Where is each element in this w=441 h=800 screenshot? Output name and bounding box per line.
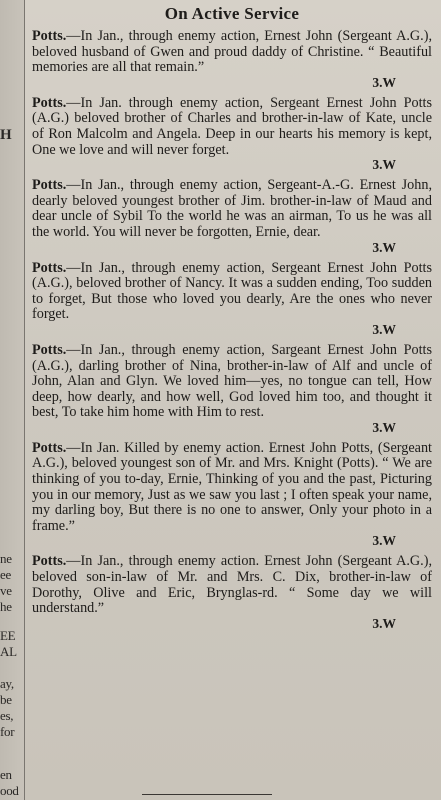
notice-body	[32, 343, 432, 421]
notices-column	[32, 2, 432, 637]
notice-item	[32, 29, 432, 90]
notice-item	[32, 343, 432, 435]
notice-name: Potts.	[32, 439, 67, 456]
notice-signature: 3.W	[372, 419, 396, 435]
notice-name: Potts.	[32, 28, 67, 44]
notice-text: —In Jan., through enemy action, Sargeant Ernest John Potts (A.G.), darling brother of Nina, brother-in-law of Alf and uncle of John, Alan and Glyn. We loved him—yes, no tongue can tell, How deep, how dearly, and how well, God loved him too, and thought it best, To take him home with Him to rest.	[32, 341, 432, 421]
notice-text: —In Jan., through enemy action, Ernest John (Sergeant A.G.), beloved husband of Gwen and proud daddy of Christine. “ Beautiful memories are all that remain.”	[32, 28, 432, 76]
margin-fragment: en	[0, 767, 12, 782]
margin-fragment: es,	[0, 708, 14, 723]
notice-item	[32, 96, 432, 172]
margin-fragment: ne	[0, 551, 12, 566]
notice-name: Potts.	[32, 177, 67, 194]
notice-text: —In Jan. Killed by enemy action. Ernest John Potts, (Sergeant A.G.), beloved youngest son of Mr. and Mrs. Knight (Potts). “ We are thinking of you to-day, Ernie, Thinking of you and the past, Picturing you in our memory, Just as we saw you last ; I often speak your name, my darling boy, But there is no one to answer, Only your photo in a frame.”	[32, 439, 432, 534]
margin-fragment: ood	[0, 783, 19, 798]
notice-body	[32, 441, 432, 535]
notice-text: —In Jan., through enemy action. Ernest John (Sergeant A.G.), beloved son-in-law of Mr. and Mrs. C. Dix, brother-in-law of Dorothy, Olive and Eric, Brynglas-rd. “ Some day we will understand.”	[32, 553, 432, 617]
notice-name: Potts.	[32, 94, 67, 111]
notice-text: —In Jan. through enemy action, Sergeant Ernest John Potts (A.G.) beloved brother of Charles and brother-in-law of Kate, uncle of Ron Malcolm and Angela. Deep in our hearts his memory is kept, One we love and will never forget.	[32, 94, 432, 158]
notice-name: Potts.	[32, 341, 67, 358]
notice-body	[32, 96, 432, 158]
notice-name: Potts.	[32, 553, 67, 570]
margin-fragment: ay,	[0, 676, 14, 691]
margin-fragment: be	[0, 692, 12, 707]
column-end-rule	[142, 794, 272, 795]
notice-signature: 3.W	[372, 321, 396, 337]
margin-fragment: ee	[0, 567, 11, 582]
notice-signature: 3.W	[372, 615, 396, 631]
notice-item	[32, 554, 432, 630]
margin-fragment: EE	[0, 628, 16, 643]
margin-fragment: he	[0, 599, 12, 614]
notice-signature: 3.W	[372, 157, 396, 173]
margin-fragment: ve	[0, 583, 12, 598]
notice-body	[32, 554, 432, 616]
margin-fragment: H	[0, 128, 12, 143]
notice-name: Potts.	[32, 259, 67, 276]
notice-body	[32, 261, 432, 323]
notice-item	[32, 441, 432, 549]
notice-body	[32, 29, 432, 76]
notice-signature: 3.W	[372, 239, 396, 255]
notice-signature: 3.W	[372, 74, 396, 90]
adjacent-column-fragment	[0, 0, 25, 800]
margin-fragment: AL	[0, 644, 17, 659]
notice-body	[32, 178, 432, 240]
section-heading: On Active Service	[164, 4, 300, 23]
notice-text: —In Jan., through enemy action, Sergeant-A.-G. Ernest John, dearly beloved youngest brother of Jim. brother-in-law of Maud and dear uncle of Sybil To the world he was an airman, To us he was all the world. You will never be forgotten, Ernie, dear.	[32, 177, 432, 240]
notice-item	[32, 178, 432, 254]
notice-signature: 3.W	[372, 533, 396, 549]
margin-fragment: for	[0, 724, 15, 739]
notice-text: —In Jan., through enemy action, Sergeant Ernest John Potts (A.G.), beloved brother of Nancy. It was a sudden ending, Too sudden to forget, But those who loved you dearly, Are the ones who never forget.	[32, 259, 432, 323]
notice-item	[32, 261, 432, 337]
